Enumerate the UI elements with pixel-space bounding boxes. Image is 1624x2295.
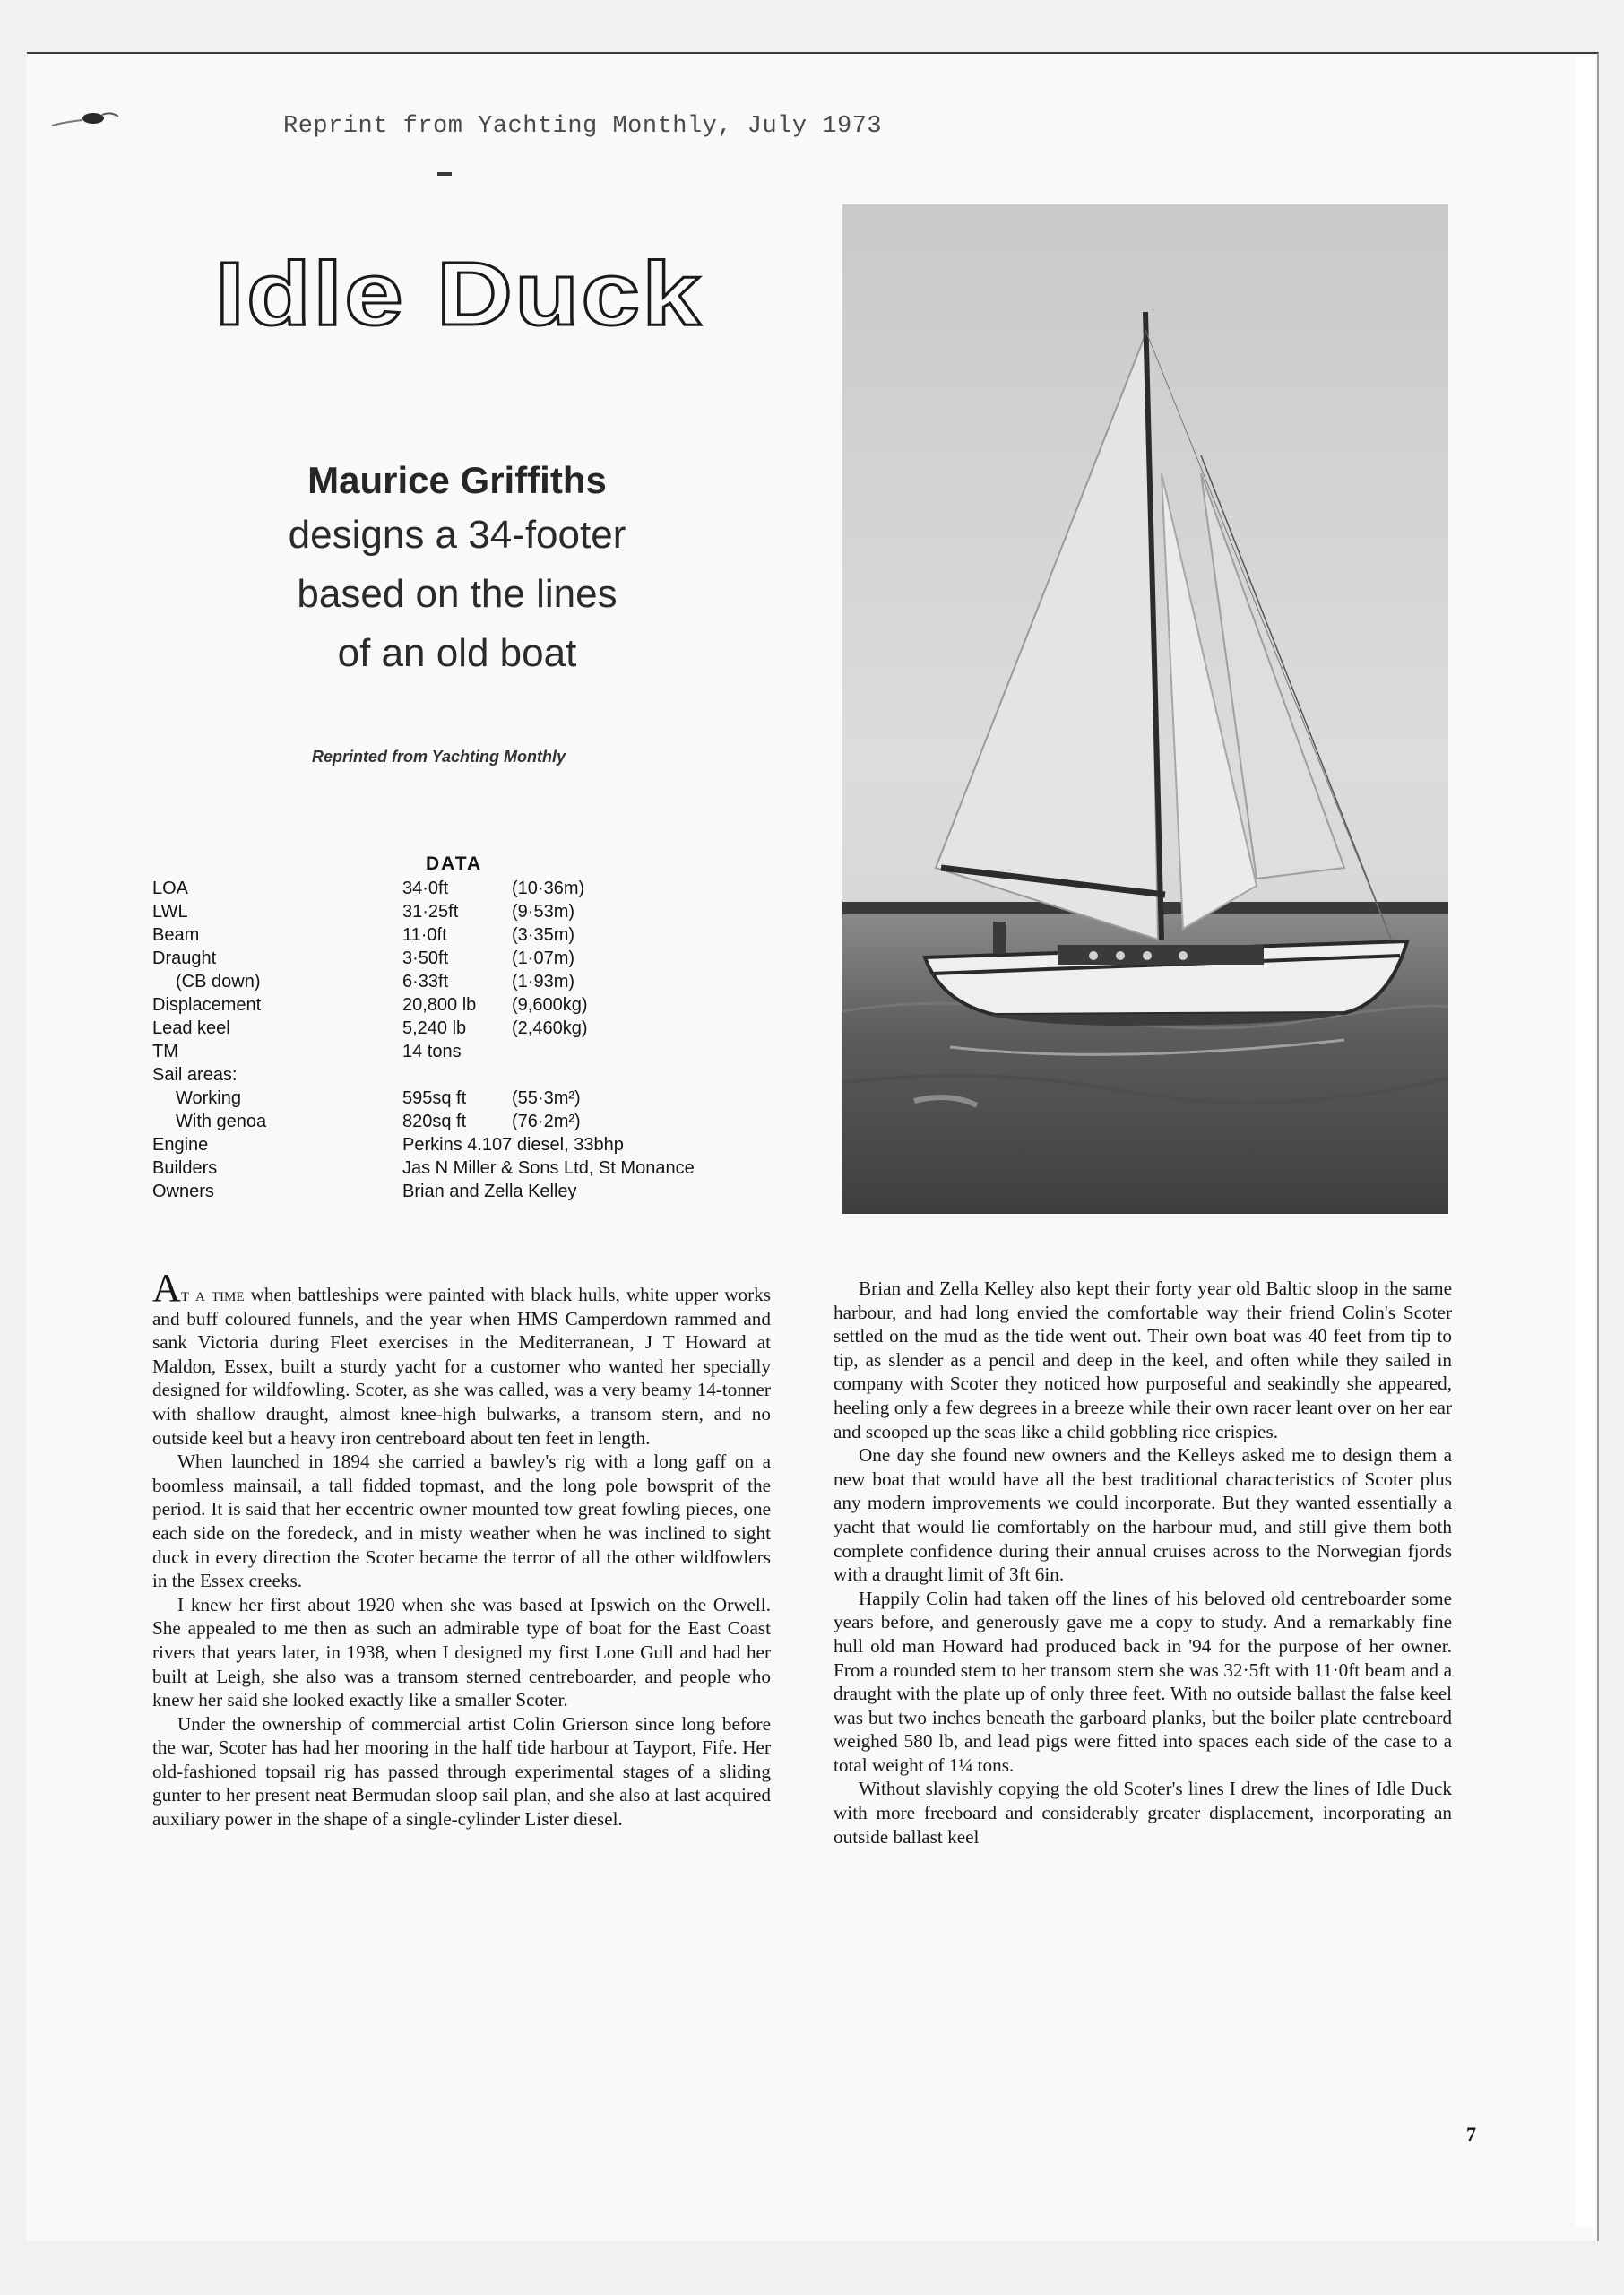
author-name: Maurice Griffiths	[307, 459, 607, 501]
spec-label: Sail areas:	[152, 1065, 238, 1085]
spec-metric: (9·53m)	[512, 902, 575, 922]
spec-row	[152, 1110, 695, 1133]
spec-metric: (3·35m)	[512, 925, 575, 945]
page-edge	[1576, 57, 1595, 2227]
spec-value: 11·0ft	[402, 925, 447, 945]
spec-row	[152, 900, 695, 923]
spec-value: Perkins 4.107 diesel, 33bhp	[402, 1135, 624, 1155]
drop-cap: A	[152, 1266, 181, 1310]
spec-metric: (55·3m²)	[512, 1088, 581, 1108]
spec-value: 595sq ft	[402, 1088, 467, 1108]
spec-row	[152, 1180, 695, 1203]
article-paragraph: I knew her first about 1920 when she was based at Ipswich on the Orwell. She appealed to me then as such an admirable type of boat for the East Coast rivers that years later, in 1938, when I designed my first Lone Gull and had her built at Leigh, she also was a transom sterned centreboarder, and people who knew her said she looked exactly like a smaller Scoter.	[152, 1593, 771, 1711]
subtitle-line-3: of an old boat	[337, 631, 577, 675]
spec-label: Beam	[152, 925, 200, 945]
spec-metric: (76·2m²)	[512, 1112, 581, 1131]
spec-row	[152, 1133, 695, 1156]
spec-metric: (1·07m)	[512, 948, 575, 968]
article-paragraph: Happily Colin had taken off the lines of his beloved old centreboarder some years before, and generously gave me a copy to study. And a remarkably fine hull old man Howard had produced back in '94 for the purpose of her owner. From a rounded stem to her transom stern she was 32·5ft with 11·0ft beam and a draught with the plate up of only three feet. With no outside ballast the false keel was but two inches beneath the garboard planks, but the boiler plate centreboard weighed 580 lb, and lead pigs were fitted into spaces each side of the case to a total weight of 1¼ tons.	[834, 1587, 1452, 1776]
spec-label: LOA	[152, 879, 189, 898]
article-column-right	[834, 1277, 1452, 1849]
article-paragraph	[152, 1266, 771, 1450]
spec-value: 31·25ft	[402, 902, 459, 922]
spec-metric	[512, 1040, 695, 1063]
ink-smudge	[47, 106, 127, 133]
spec-label: Displacement	[152, 995, 262, 1015]
spec-label: With genoa	[176, 1112, 267, 1131]
spec-row	[152, 1040, 695, 1063]
spec-label: LWL	[152, 902, 188, 922]
subtitle-line-2: based on the lines	[297, 572, 618, 616]
spec-row	[152, 1087, 695, 1110]
spec-value: Jas N Miller & Sons Ltd, St Monance	[402, 1158, 695, 1178]
page-number: 7	[1466, 2123, 1476, 2145]
spec-row	[152, 993, 695, 1017]
article-title-text: Idle Duck	[215, 244, 703, 344]
reprint-header: Reprint from Yachting Monthly, July 1973	[283, 113, 883, 140]
spec-value: 6·33ft	[402, 972, 449, 992]
spec-label: Working	[176, 1088, 241, 1108]
spec-value: 3·50ft	[402, 948, 449, 968]
article-paragraph: Brian and Zella Kelley also kept their forty year old Baltic sloop in the same harbour, and had long envied the comfortable way their friend Colin's Scoter settled on the mud as the tide went out. Their own boat was 40 feet from tip to tip, as slender as a pencil and deep in the keel, and often while they sailed in company with Scoter they noticed how purposeful and seakindly she appeared, heeling only a few degrees in a breeze while their own racer leant over on her ear and scooped up the seas like a child gobbling rice crispies.	[834, 1277, 1452, 1442]
subtitle-block	[206, 455, 708, 683]
spec-label: TM	[152, 1042, 178, 1061]
article-column-left	[152, 1266, 771, 1832]
opening-words: t a time	[180, 1284, 245, 1305]
spec-label: Engine	[152, 1135, 209, 1155]
subtitle-line-1: designs a 34-footer	[288, 513, 626, 557]
spec-row	[152, 1156, 695, 1180]
spec-value: 14 tons	[402, 1042, 462, 1061]
specification-table	[152, 877, 695, 1203]
spec-value: 820sq ft	[402, 1112, 467, 1131]
spec-row	[152, 877, 695, 900]
spec-row	[152, 1063, 695, 1087]
spec-row	[152, 923, 695, 947]
article-paragraph: When launched in 1894 she carried a bawley's rig with a long gaff on a boomless mainsail, a tall fidded topmast, and the long pole bowsprit of the period. It is said that her eccentric owner mounted tow great fowling pieces, one each side on the foredeck, and in misty weather when he was inclined to sight duck in every direction the Scoter became the terror of all the other wildfowlers in the Essex creeks.	[152, 1451, 771, 1592]
article-paragraph: One day she found new owners and the Kelleys asked me to design them a new boat that would have all the best traditional characteristics of Scoter plus any modern improvements we could incorporate. But they wanted essentially a yacht that would lie comfortably on the harbour mud, and still give them both complete confidence during their annual cruises across to the Norwegian fjords with a draught limit of 3ft 6in.	[834, 1444, 1452, 1586]
spec-metric	[512, 1063, 695, 1087]
yacht-photograph	[842, 204, 1448, 1214]
spec-metric: (2,460kg)	[512, 1018, 588, 1038]
article-paragraph: Under the ownership of commercial artist Colin Grierson since long before the war, Scoter has had her mooring in the half tide harbour at Tayport, Fife. Her old-fashioned topsail rig has passed through experimental stages of a sliding gunter to her present neat Bermudan sloop sail plan, and she also at last acquired auxiliary power in the shape of a single-cylinder Lister diesel.	[152, 1712, 771, 1831]
article-paragraph: Without slavishly copying the old Scoter's lines I drew the lines of Idle Duck with more freeboard and considerably greater displacement, incorporating an outside ballast keel	[834, 1778, 1452, 1848]
spec-label: Owners	[152, 1182, 214, 1201]
spec-metric: (1·93m)	[512, 972, 575, 992]
spec-label: Builders	[152, 1158, 218, 1178]
spec-value: Brian and Zella Kelley	[402, 1182, 577, 1201]
article-title	[210, 237, 712, 344]
spec-metric: (10·36m)	[512, 879, 585, 898]
spec-row	[152, 970, 695, 993]
spec-label: Draught	[152, 948, 217, 968]
spec-value: 20,800 lb	[402, 995, 477, 1015]
data-heading: DATA	[426, 853, 483, 874]
spec-metric: (9,600kg)	[512, 995, 588, 1015]
spec-value: 34·0ft	[402, 879, 449, 898]
spec-label: (CB down)	[176, 972, 261, 992]
spec-label: Lead keel	[152, 1018, 230, 1038]
paragraph-text: when battleships were painted with black hulls, white upper works and buff coloured funnels, and the year when HMS Camperdown rammed and sank Victoria during Fleet exercises in the Mediterranean, J T Howard at Maldon, Essex, built a sturdy yacht for a customer who wanted her specially designed for wildfowling. Scoter, as she was called, was a very beamy 14-tonner with shallow draught, almost knee-high bulwarks, a transom stern, and no outside keel but a heavy iron centreboard about ten feet in length.	[152, 1284, 771, 1449]
stray-mark	[437, 172, 452, 176]
spec-value: 5,240 lb	[402, 1018, 467, 1038]
reprint-credit: Reprinted from Yachting Monthly	[312, 748, 566, 766]
spec-row	[152, 947, 695, 970]
spec-row	[152, 1017, 695, 1040]
spec-value	[402, 1063, 512, 1087]
